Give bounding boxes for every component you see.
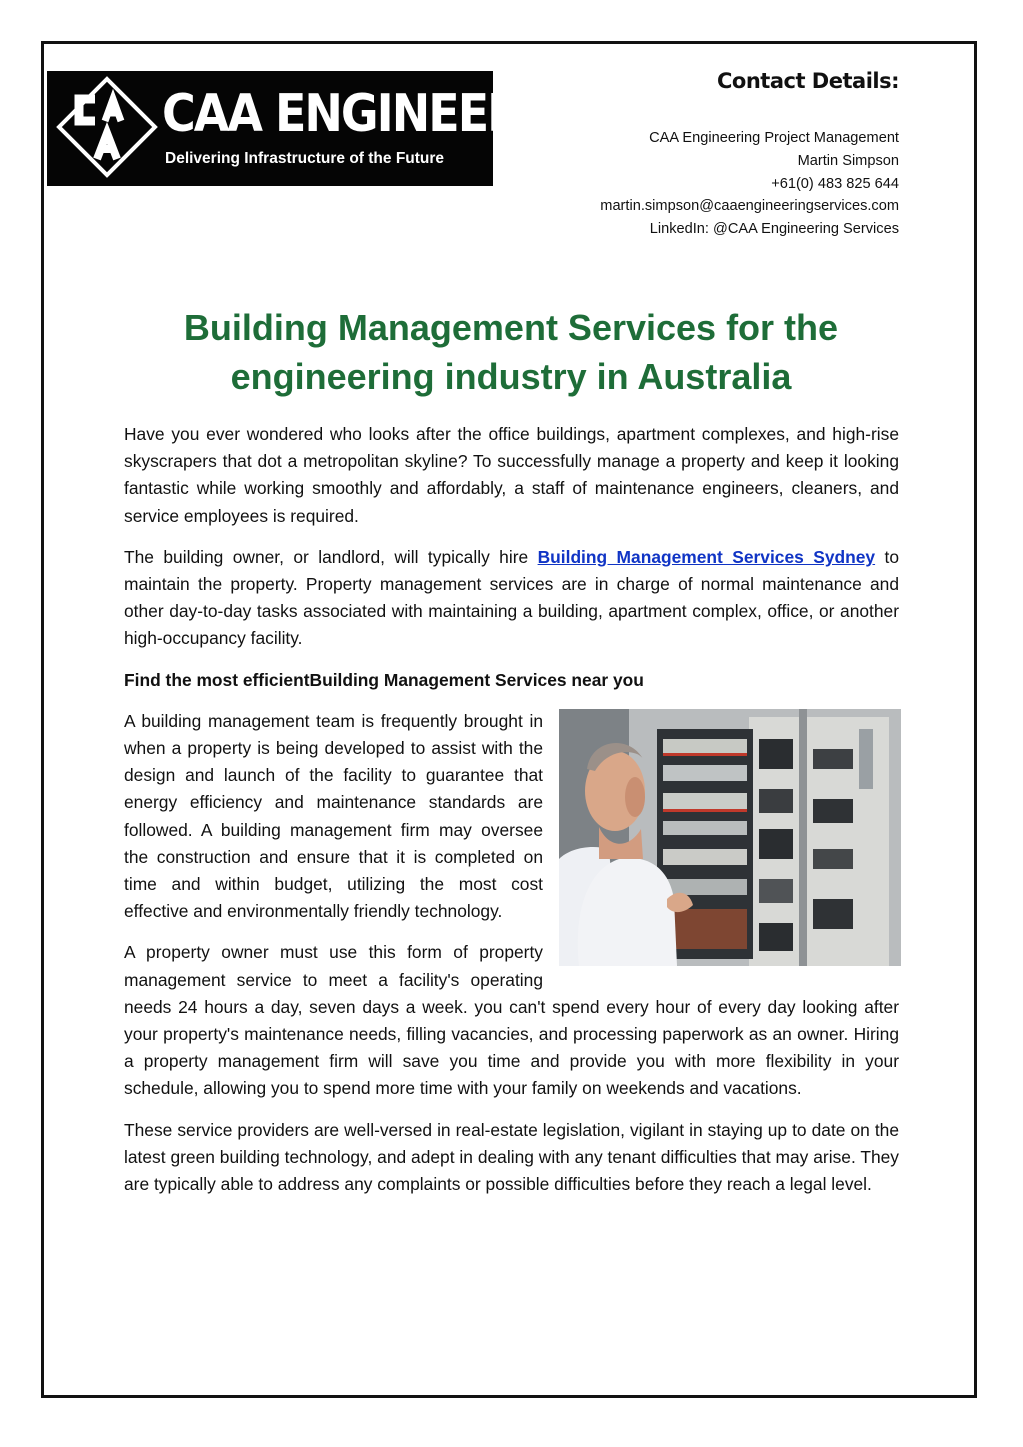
electrical-panel-image <box>559 709 901 966</box>
paragraph-providers: These service providers are well-versed in real-estate legislation, vigilant in staying up to date on the latest green building technology, and adept in dealing with any tenant difficulties that may arise. They are typically able to address any complaints or possible difficulties before they reach a legal level. <box>124 1119 899 1195</box>
company-logo <box>47 71 608 186</box>
paragraph-owner: A property owner must use this form of property management service to meet a facility's operating needs 24 hours a day, seven days a week. you can't spend every hour of every day looking after your property's maintenance needs, filling vacancies, and processing paperwork as an owner. Hiring a property management firm will save you time and provide you with more flexibility in your schedule, allowing you to spend more time with your family on weekends and vacations. <box>124 942 899 1099</box>
paragraph-text: The building owner, or landlord, will typically hire <box>124 546 538 567</box>
building-management-link[interactable]: Building Management Services Sydney <box>537 546 876 567</box>
engineer-photo <box>559 709 901 966</box>
section-subheading: Find the most efficientBuilding Management Services near you <box>124 669 644 690</box>
paragraph-intro: Have you ever wondered who looks after the office buildings, apartment complexes, and high-rise skyscrapers that dot a metropolitan skyline? To successfully manage a property and keep it looking fantastic while working smoothly and affordably, a staff of maintenance engineers, cleaners, and service employees is required. <box>124 424 899 526</box>
article-title-line1: Building Management Services for the <box>183 307 839 348</box>
article-body <box>124 421 899 1212</box>
caa-monogram-icon <box>57 77 157 177</box>
paragraph-design: A building management team is frequently brought in when a property is being developed to assist with the design and launch of the facility to guarantee that energy efficiency and maintenance standards are followed. A building management firm may oversee the construction and ensure that it is completed on time and within budget, utilizing the most cost effective and environmentally friendly technology. <box>124 710 543 922</box>
article-title-line2: engineering industry in Australia <box>230 356 792 397</box>
logo-tagline: Delivering Infrastructure of the Future <box>165 150 445 167</box>
contact-phone: +61(0) 483 825 644 <box>771 175 899 192</box>
contact-company: CAA Engineering Project Management <box>649 130 899 146</box>
logo-wordmark: CAA ENGINEERING <box>162 82 608 144</box>
contact-linkedin: LinkedIn: @CAA Engineering Services <box>649 221 899 238</box>
contact-heading: Contact Details: <box>717 69 899 93</box>
contact-person: Martin Simpson <box>797 152 899 169</box>
article-title <box>123 303 899 401</box>
paragraph-text: to maintain the property. Property management services are in charge of normal maintenance and other day-to-day tasks associated with maintaining a building, apartment complex, office, or another high-occupancy facility. <box>124 546 899 649</box>
contact-details <box>600 127 899 241</box>
contact-email: martin.simpson@caaengineeringservices.com <box>600 198 899 215</box>
paragraph-landlord <box>124 544 899 653</box>
